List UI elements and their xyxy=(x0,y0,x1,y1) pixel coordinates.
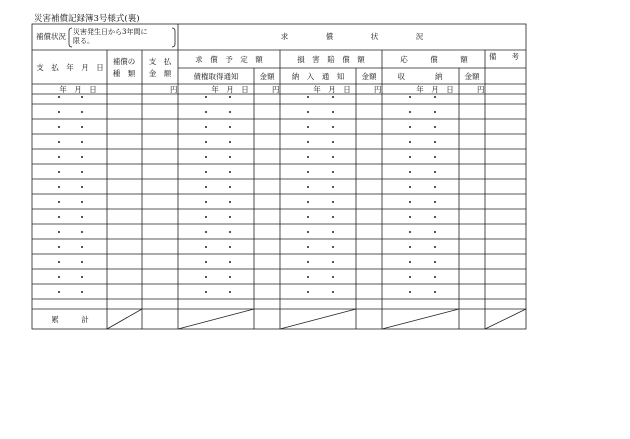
date-dot xyxy=(332,126,334,128)
date-dot xyxy=(307,186,309,188)
date-dot xyxy=(58,126,60,128)
date-dot xyxy=(229,186,231,188)
date-dot xyxy=(58,291,60,293)
unit-date-claim: 年 月 日 xyxy=(211,85,249,94)
response-amount-header: 金額 xyxy=(464,72,480,81)
date-dot xyxy=(58,111,60,113)
date-dot xyxy=(434,111,436,113)
period-note-line2: 限る。 xyxy=(73,37,94,45)
unit-yen-damages: 円 xyxy=(374,85,382,94)
date-dot xyxy=(229,276,231,278)
date-dot xyxy=(434,261,436,263)
date-dot xyxy=(81,246,83,248)
date-dot xyxy=(81,231,83,233)
date-dot xyxy=(229,231,231,233)
date-dot xyxy=(58,156,60,158)
date-dot xyxy=(434,231,436,233)
date-dot xyxy=(58,216,60,218)
planned-claim-header: 求 償 予 定 額 xyxy=(195,55,263,64)
date-dot xyxy=(229,216,231,218)
date-dot xyxy=(81,276,83,278)
date-dot xyxy=(81,186,83,188)
date-dot xyxy=(307,111,309,113)
date-dot xyxy=(58,201,60,203)
paid-amount-header-line2: 金 額 xyxy=(148,69,172,78)
date-dot xyxy=(229,111,231,113)
date-dot xyxy=(307,291,309,293)
date-dot xyxy=(229,261,231,263)
date-dot xyxy=(409,156,411,158)
date-dot xyxy=(205,291,207,293)
date-dot xyxy=(434,201,436,203)
date-dot xyxy=(409,96,411,98)
date-dot xyxy=(307,96,309,98)
date-dot xyxy=(409,171,411,173)
unit-date-damages: 年 月 日 xyxy=(313,85,351,94)
unit-yen-response: 円 xyxy=(477,85,485,94)
date-dot xyxy=(332,111,334,113)
date-dot xyxy=(229,156,231,158)
date-dot xyxy=(332,291,334,293)
date-dot xyxy=(409,111,411,113)
date-dot xyxy=(205,231,207,233)
unit-date-payment: 年 月 日 xyxy=(59,85,97,94)
date-dot xyxy=(81,141,83,143)
paid-amount-header-line1: 支 払 xyxy=(148,57,172,66)
date-dot xyxy=(434,276,436,278)
date-dot xyxy=(409,261,411,263)
status-label: 補償状況 xyxy=(36,32,66,41)
receipt-header: 収 納 xyxy=(397,72,443,81)
date-dot xyxy=(81,111,83,113)
date-dot xyxy=(409,216,411,218)
date-dot xyxy=(229,171,231,173)
date-dot xyxy=(307,126,309,128)
date-dot xyxy=(307,246,309,248)
date-dot xyxy=(434,156,436,158)
date-dot xyxy=(434,246,436,248)
date-dot xyxy=(332,276,334,278)
date-dot xyxy=(81,261,83,263)
date-dot xyxy=(81,201,83,203)
date-dot xyxy=(58,171,60,173)
date-dot xyxy=(332,141,334,143)
date-dot xyxy=(58,231,60,233)
unit-yen-paid: 円 xyxy=(170,85,178,94)
date-dot xyxy=(307,171,309,173)
comp-type-header-line1: 補償の xyxy=(112,57,136,66)
period-note xyxy=(73,28,147,46)
date-dot xyxy=(307,261,309,263)
date-dot xyxy=(205,246,207,248)
date-dot xyxy=(81,291,83,293)
date-dot xyxy=(434,96,436,98)
claim-notice-header: 債権取得通知 xyxy=(193,72,239,81)
date-dot xyxy=(58,96,60,98)
date-dot xyxy=(205,216,207,218)
date-dot xyxy=(434,291,436,293)
date-dot xyxy=(332,201,334,203)
date-dot xyxy=(332,231,334,233)
unit-date-response: 年 月 日 xyxy=(416,85,454,94)
date-dot xyxy=(81,216,83,218)
date-dot xyxy=(434,141,436,143)
period-note-line1: 災害発生日から3年間に xyxy=(73,28,148,36)
date-dot xyxy=(81,171,83,173)
date-dot xyxy=(434,171,436,173)
date-dot xyxy=(307,156,309,158)
date-dot xyxy=(409,126,411,128)
date-dot xyxy=(58,276,60,278)
payment-notice-header: 納 入 通 知 xyxy=(291,72,345,81)
date-dot xyxy=(229,96,231,98)
date-dot xyxy=(205,141,207,143)
date-dot xyxy=(307,216,309,218)
date-dot xyxy=(332,186,334,188)
damages-amount-header: 金額 xyxy=(361,72,377,81)
date-dot xyxy=(81,156,83,158)
date-dot xyxy=(332,171,334,173)
date-dot xyxy=(229,246,231,248)
date-dot xyxy=(409,141,411,143)
date-dot xyxy=(307,201,309,203)
date-dot xyxy=(205,111,207,113)
date-dot xyxy=(434,126,436,128)
response-header: 応 償 額 xyxy=(400,55,468,64)
date-dot xyxy=(58,261,60,263)
date-dot xyxy=(332,246,334,248)
cumulative-total-label: 累 計 xyxy=(51,315,89,324)
date-dot xyxy=(409,201,411,203)
date-dot xyxy=(229,141,231,143)
date-dot xyxy=(332,156,334,158)
date-dot xyxy=(81,96,83,98)
date-dot xyxy=(205,186,207,188)
unit-yen-claim: 円 xyxy=(272,85,280,94)
date-dot xyxy=(307,276,309,278)
date-dot xyxy=(307,141,309,143)
date-dot xyxy=(205,171,207,173)
date-dot xyxy=(205,96,207,98)
date-dot xyxy=(409,291,411,293)
date-dot xyxy=(58,141,60,143)
date-dot xyxy=(205,201,207,203)
date-dot xyxy=(307,231,309,233)
date-dot xyxy=(205,276,207,278)
date-dot xyxy=(332,96,334,98)
date-dot xyxy=(409,186,411,188)
planned-amount-header: 金額 xyxy=(259,72,275,81)
payment-date-header: 支 払 年 月 日 xyxy=(36,63,104,72)
comp-type-header-line2: 種 類 xyxy=(112,69,136,78)
date-dot xyxy=(332,261,334,263)
date-dot xyxy=(81,126,83,128)
date-dot xyxy=(229,126,231,128)
date-dot xyxy=(409,231,411,233)
demand-status-title: 求 償 状 況 xyxy=(280,32,424,41)
date-dot xyxy=(58,186,60,188)
damages-header: 損 害 賠 償 額 xyxy=(297,55,365,64)
remarks-header: 備 考 xyxy=(489,52,519,61)
date-dot xyxy=(229,201,231,203)
form-title: 災害補償記録簿3号様式(裏) xyxy=(34,14,140,24)
date-dot xyxy=(434,186,436,188)
date-dot xyxy=(205,126,207,128)
date-dot xyxy=(205,156,207,158)
date-dot xyxy=(205,261,207,263)
date-dot xyxy=(229,291,231,293)
date-dot xyxy=(409,246,411,248)
date-dot xyxy=(409,276,411,278)
date-dot xyxy=(332,216,334,218)
date-dot xyxy=(434,216,436,218)
date-dot xyxy=(58,246,60,248)
